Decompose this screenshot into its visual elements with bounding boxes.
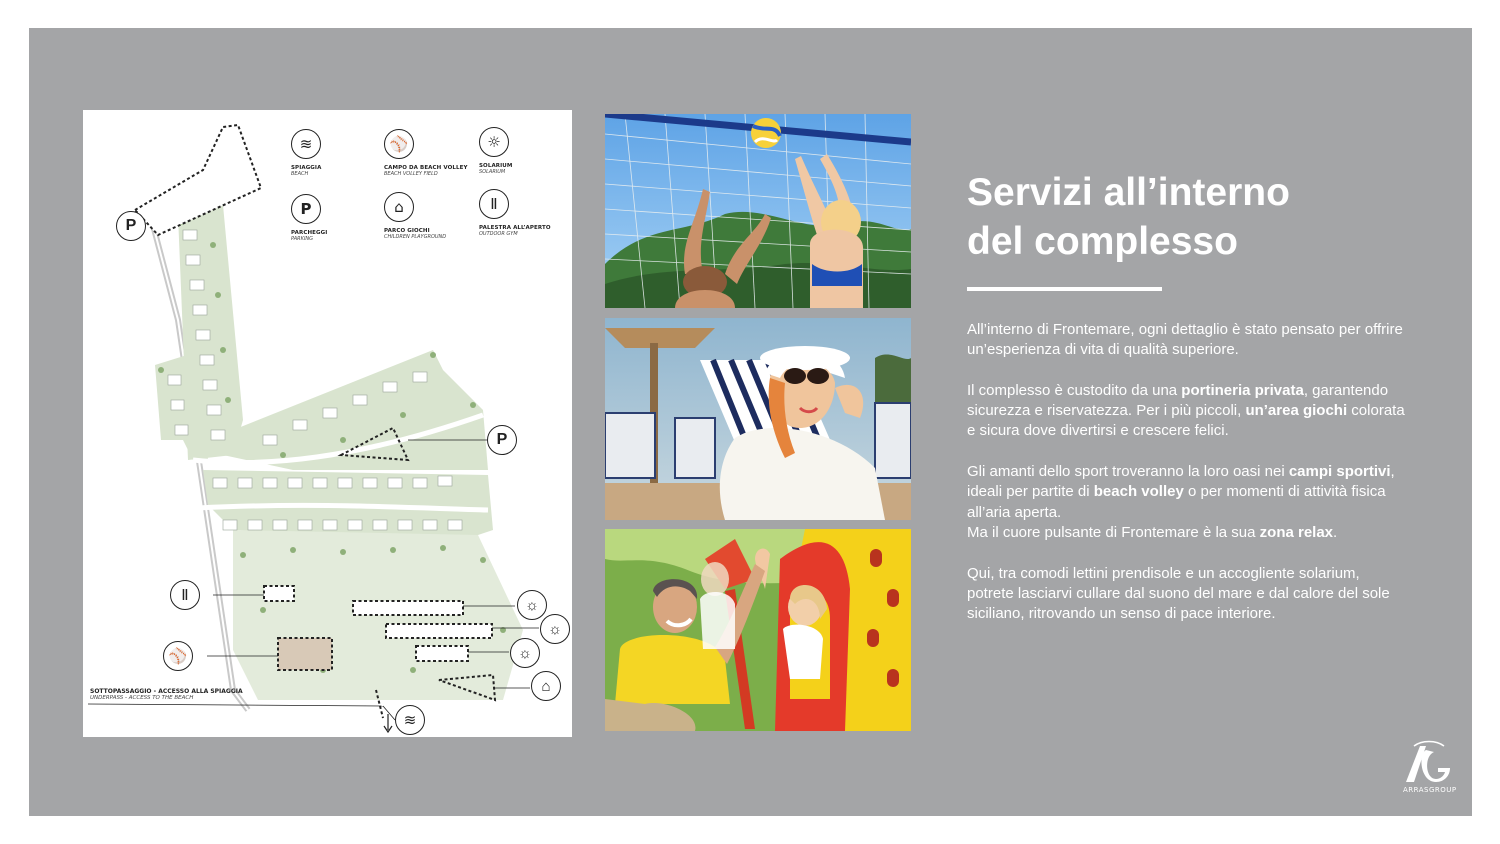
gym-icon: Ⅱ xyxy=(181,587,189,604)
paragraph-text: . xyxy=(1333,523,1338,541)
solarium-marker-3 xyxy=(510,638,540,668)
legend-volley xyxy=(384,129,468,177)
sun-lounger-icon: ☼ xyxy=(548,620,562,638)
legend-gym-sub: OUTDOOR GYM xyxy=(479,231,518,237)
volleyball-player-icon: ⚾ xyxy=(384,129,414,159)
volley-marker xyxy=(163,641,193,671)
sun-lounger-icon: ☼ xyxy=(518,644,532,662)
highlight-beach-volley: beach volley xyxy=(1093,483,1184,501)
solarium-marker-2 xyxy=(540,614,570,644)
highlight-area-giochi: un’area giochi xyxy=(1245,402,1348,420)
parking-icon: P xyxy=(291,194,321,224)
parking-icon: P xyxy=(496,431,508,448)
sun-lounger-icon: ☼ xyxy=(479,127,509,157)
slide-icon: ⌂ xyxy=(384,192,414,222)
legend-playground xyxy=(384,192,446,240)
parking-icon: P xyxy=(125,217,137,234)
parking-marker-top xyxy=(116,211,146,241)
paragraph-text: , ideali per partite di xyxy=(967,463,1395,501)
paragraph-relax: Qui, tra comodi lettini prendisole e un accogliente solarium, potrete lasciarvi cullare dal suono del mare e dal calore del sole siciliano, ritrovando un senso di pace interiore. xyxy=(967,564,1390,623)
gym-icon: Ⅱ xyxy=(479,189,509,219)
title-line-1: Servizi all’interno xyxy=(967,171,1290,214)
photo-solarium xyxy=(605,318,911,520)
logo-wordmark: ARRASGROUP xyxy=(1403,786,1457,794)
page-title xyxy=(967,168,1407,266)
beach-marker xyxy=(395,705,425,735)
underpass-subtitle: UNDERPASS - ACCESS TO THE BEACH xyxy=(90,695,194,701)
photo-playground xyxy=(605,529,911,731)
solarium-marker-1 xyxy=(517,590,547,620)
sun-lounger-icon: ☼ xyxy=(525,596,539,614)
underpass-label xyxy=(90,688,243,701)
legend-beach xyxy=(291,129,321,177)
site-plan xyxy=(83,110,572,737)
description-text xyxy=(967,320,1407,645)
title-underline xyxy=(967,287,1162,291)
legend-playground-label: PARCO GIOCHI xyxy=(384,228,430,234)
paragraph-text: Il complesso è custodito da una xyxy=(967,381,1182,399)
legend-playground-sub: CHILDREN PLAYGROUND xyxy=(384,234,447,240)
paragraph-security xyxy=(967,381,1407,442)
paragraph-text: Ma il cuore pulsante di Frontemare è la sua xyxy=(967,523,1260,541)
title-line-2: del complesso xyxy=(967,220,1238,263)
highlight-campi-sportivi: campi sportivi xyxy=(1288,463,1391,481)
legend-volley-label: CAMPO DA BEACH VOLLEY xyxy=(384,165,468,171)
legend-solarium xyxy=(479,127,512,175)
playground-marker xyxy=(531,671,561,701)
legend-beach-label: SPIAGGIA xyxy=(291,165,322,171)
gym-marker xyxy=(170,580,200,610)
paragraph-text: o per momenti di attività fisica all’aria aperta. xyxy=(967,483,1386,521)
highlight-portineria: portineria privata xyxy=(1181,381,1304,399)
paragraph-sport xyxy=(967,462,1407,543)
legend-gym-label: PALESTRA ALL’APERTO xyxy=(479,225,551,231)
legend-gym xyxy=(479,189,551,237)
legend-parking-label: PARCHEGGI xyxy=(291,230,328,236)
legend-volley-sub: BEACH VOLLEY FIELD xyxy=(384,171,438,177)
volleyball-player-icon: ⚾ xyxy=(168,648,188,665)
underpass-title: SOTTOPASSAGGIO - ACCESSO ALLA SPIAGGIA xyxy=(90,688,243,695)
paragraph-text: Gli amanti dello sport troveranno la loro oasi nei xyxy=(967,463,1289,481)
legend-beach-sub: BEACH xyxy=(291,171,309,177)
legend-parking-sub: PARKING xyxy=(291,236,314,242)
beach-wave-icon: ≋ xyxy=(403,712,417,729)
slide-icon: ⌂ xyxy=(541,677,551,695)
beach-wave-icon: ≋ xyxy=(291,129,321,159)
paragraph-text: , garantendo sicurezza e riservatezza. Per i più piccoli, xyxy=(967,381,1389,420)
legend-solarium-label: SOLARIUM xyxy=(479,163,513,169)
parking-marker-inner xyxy=(487,425,517,455)
paragraph-text: colorata e sicura dove divertirsi e crescere felici. xyxy=(967,402,1405,440)
photo-beach-volley xyxy=(605,114,911,308)
legend-parking xyxy=(291,194,327,242)
legend-solarium-sub: SOLARIUM xyxy=(479,169,506,175)
paragraph-intro: All’interno di Frontemare, ogni dettaglio è stato pensato per offrire un’esperienza di vita di qualità superiore. xyxy=(967,321,1403,359)
highlight-zona-relax: zona relax xyxy=(1259,523,1334,541)
